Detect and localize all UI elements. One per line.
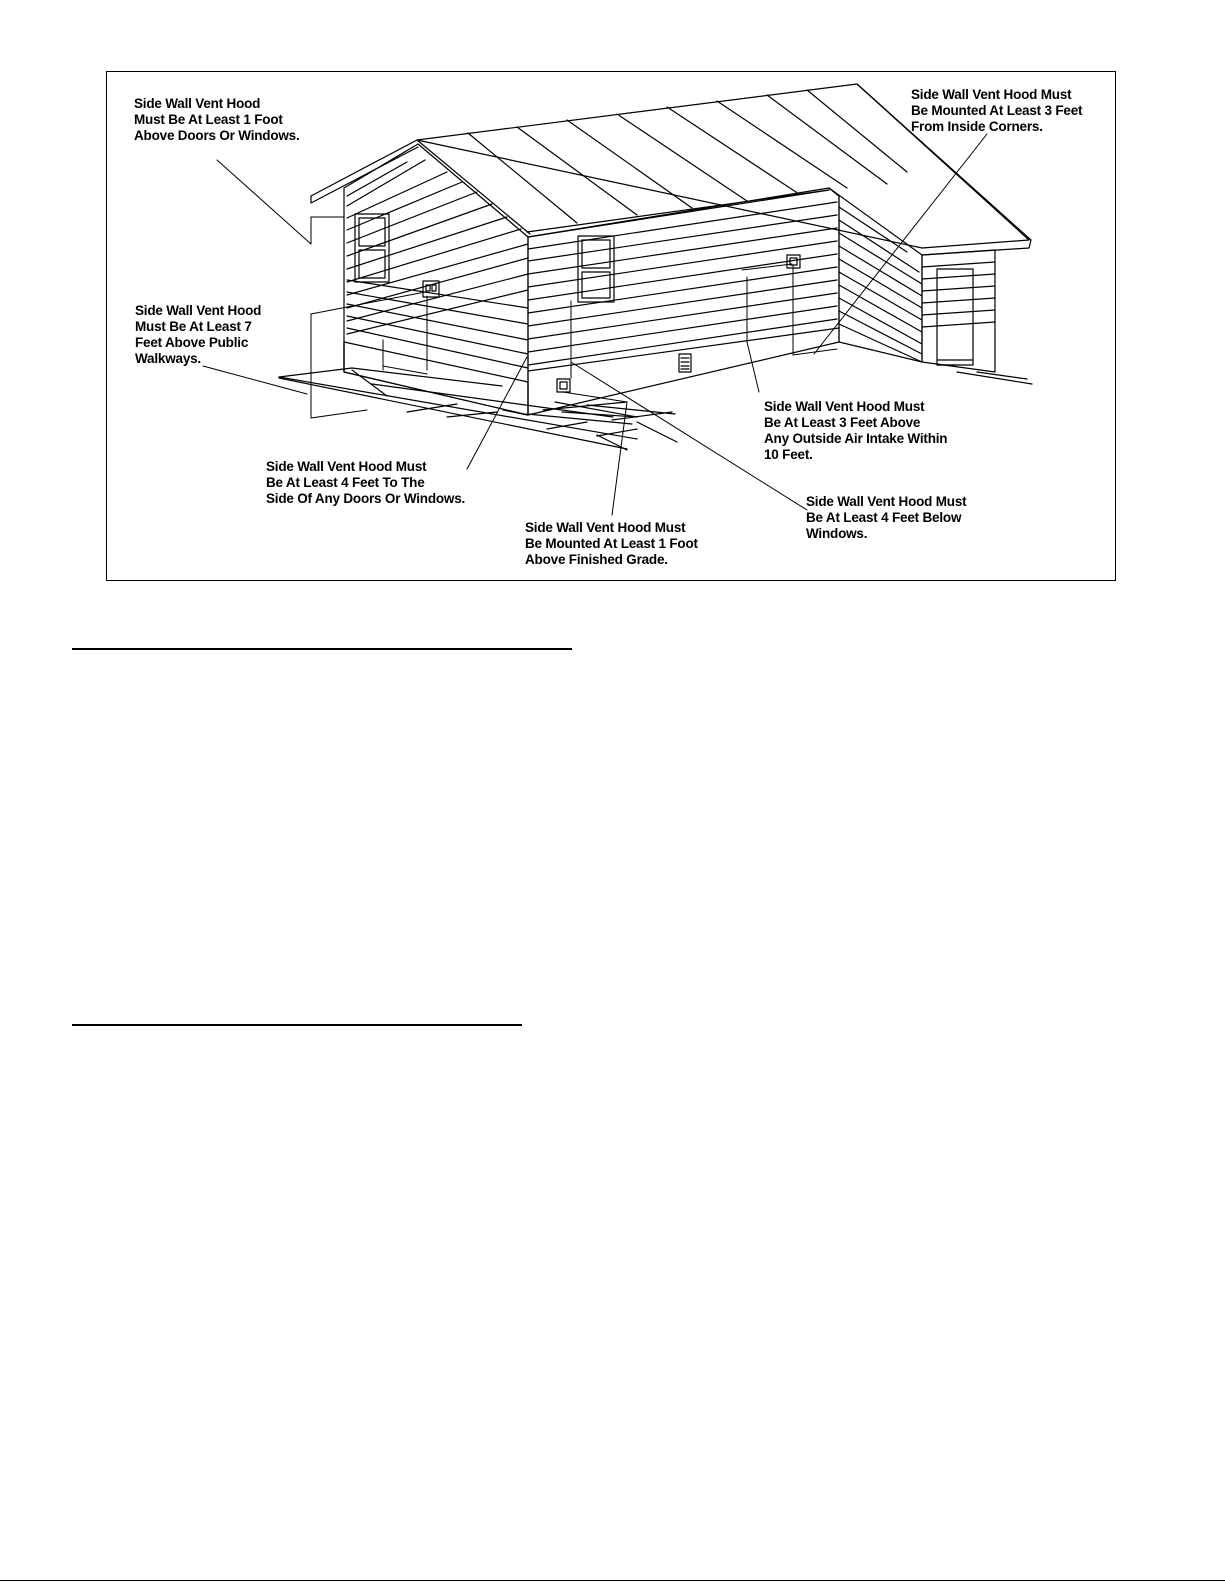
vent-hood-2 <box>557 379 570 392</box>
long-wall <box>528 188 839 415</box>
callout-side-doors: Side Wall Vent Hood Must Be At Least 4 Feet To The Side Of Any Doors Or Windows. <box>266 459 466 506</box>
callout-inside-corners: Side Wall Vent Hood Must Be Mounted At Least 3 Feet From Inside Corners. <box>911 87 1083 134</box>
callout-walkways: Side Wall Vent Hood Must Be At Least 7 Feet Above Public Walkways. <box>135 303 262 366</box>
section-rule-2 <box>72 1024 522 1026</box>
walkway <box>279 368 677 450</box>
callout-above-doors: Side Wall Vent Hood Must Be At Least 1 Foot Above Doors Or Windows. <box>134 96 300 143</box>
callout-air-intake: Side Wall Vent Hood Must Be At Least 3 Feet Above Any Outside Air Intake Within 10 Feet. <box>764 399 948 462</box>
left-gable-wall <box>344 144 528 415</box>
callout-below-windows: Side Wall Vent Hood Must Be At Least 4 Feet Below Windows. <box>806 494 967 541</box>
page-bottom-rule <box>0 1580 1225 1581</box>
section-rule-1 <box>72 648 572 650</box>
back-extension <box>922 250 1032 384</box>
callout-finished-grade: Side Wall Vent Hood Must Be Mounted At Least 1 Foot Above Finished Grade. <box>525 520 698 567</box>
vent-clearance-figure <box>106 71 1116 581</box>
